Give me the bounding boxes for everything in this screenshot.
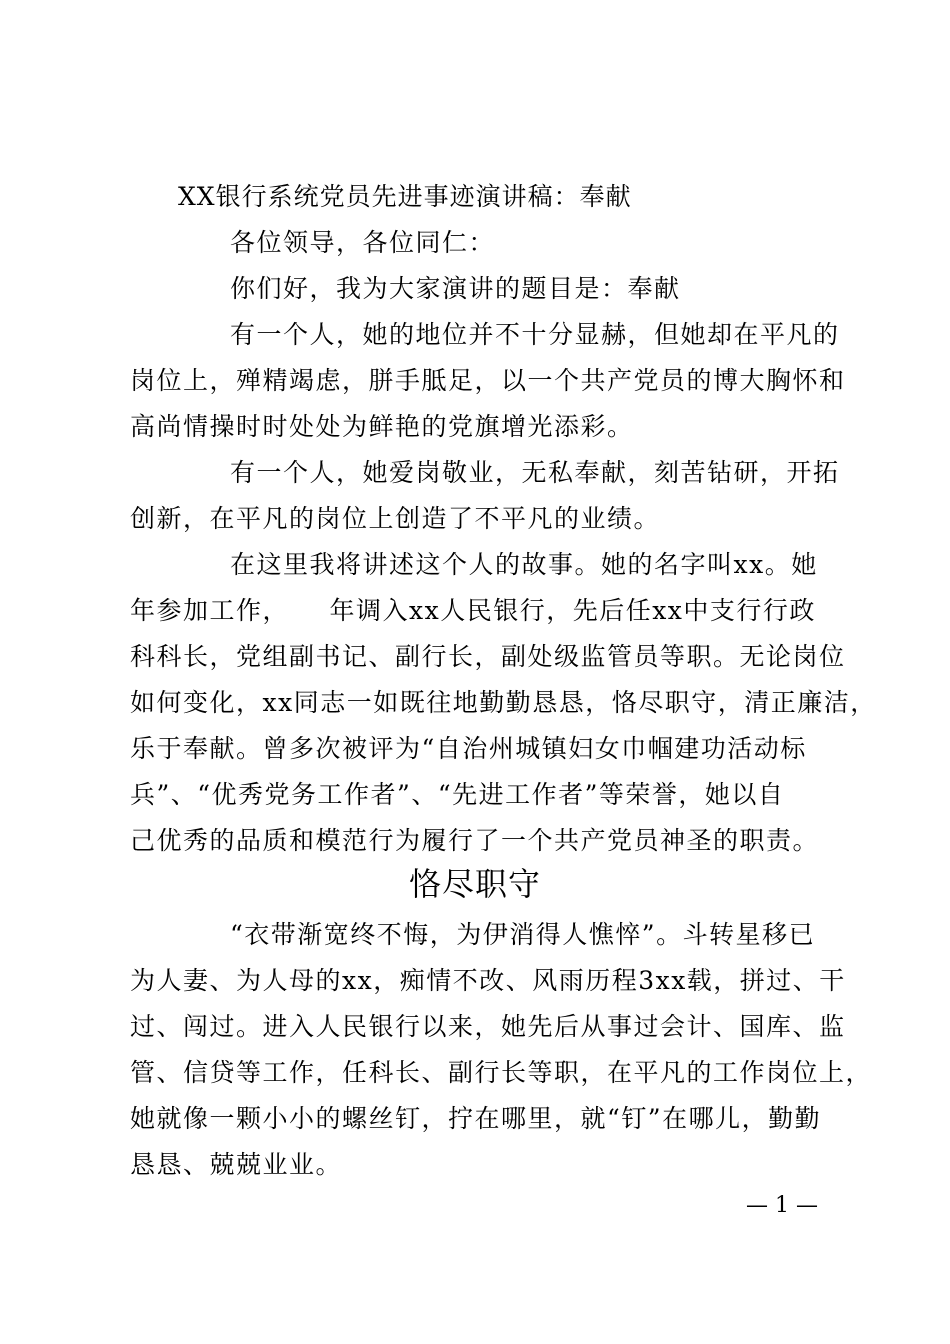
section-paragraph-line: 管、信贷等工作，任科长、副行长等职，在平凡的工作岗位上， [130, 1058, 873, 1087]
greeting: 你们好，我为大家演讲的题目是：奉献 [230, 274, 681, 303]
document-title: XX银行系统党员先进事迹演讲稿：奉献 [178, 182, 632, 211]
salutation: 各位领导，各位同仁： [230, 228, 496, 257]
paragraph-line: 年参加工作， 年调入xx人民银行，先后任xx中支行行政 [130, 596, 816, 625]
paragraph-line: 在这里我将讲述这个人的故事。她的名字叫xx。她 [230, 550, 818, 579]
section-paragraph-line: 她就像一颗小小的螺丝钉，拧在哪里，就“钉”在哪儿，勤勤 [130, 1104, 822, 1133]
paragraph-line: 科科长，党组副书记、副行长，副处级监管员等职。无论岗位 [130, 642, 846, 671]
section-paragraph-line: “衣带渐宽终不悔，为伊消得人憔悴”。斗转星移已 [230, 920, 816, 949]
paragraph-line: 创新，在平凡的岗位上创造了不平凡的业绩。 [130, 504, 661, 533]
paragraph-line: 己优秀的品质和模范行为履行了一个共产党员神圣的职责。 [130, 826, 820, 855]
paragraph-line: 有一个人，她爱岗敬业，无私奉献，刻苦钻研，开拓 [230, 458, 840, 487]
paragraph-line: 乐于奉献。曾多次被评为“自治州城镇妇女巾帼建功活动标 [130, 734, 807, 763]
section-heading: 恪尽职守 [408, 865, 541, 903]
paragraph-line: 高尚情操时时处处为鲜艳的党旗增光添彩。 [130, 412, 634, 441]
paragraph-line: 兵”、“优秀党务工作者”、“先进工作者”等荣誉，她以自 [130, 780, 785, 809]
page-number: — 1 — [746, 1193, 818, 1218]
paragraph-line: 有一个人，她的地位并不十分显赫，但她却在平凡的 [230, 320, 840, 349]
paragraph-line: 岗位上，殚精竭虑，胼手胝足，以一个共产党员的博大胸怀和 [130, 366, 846, 395]
section-paragraph-line: 恳恳、兢兢业业。 [130, 1150, 343, 1179]
section-paragraph-line: 过、闯过。进入人民银行以来，她先后从事过会计、国库、监 [130, 1012, 846, 1041]
section-paragraph-line: 为人妻、为人母的xx，痴情不改、风雨历程3xx载，拼过、干 [130, 966, 846, 995]
paragraph-line: 如何变化，xx同志一如既往地勤勤恳恳，恪尽职守，清正廉洁， [130, 688, 877, 717]
